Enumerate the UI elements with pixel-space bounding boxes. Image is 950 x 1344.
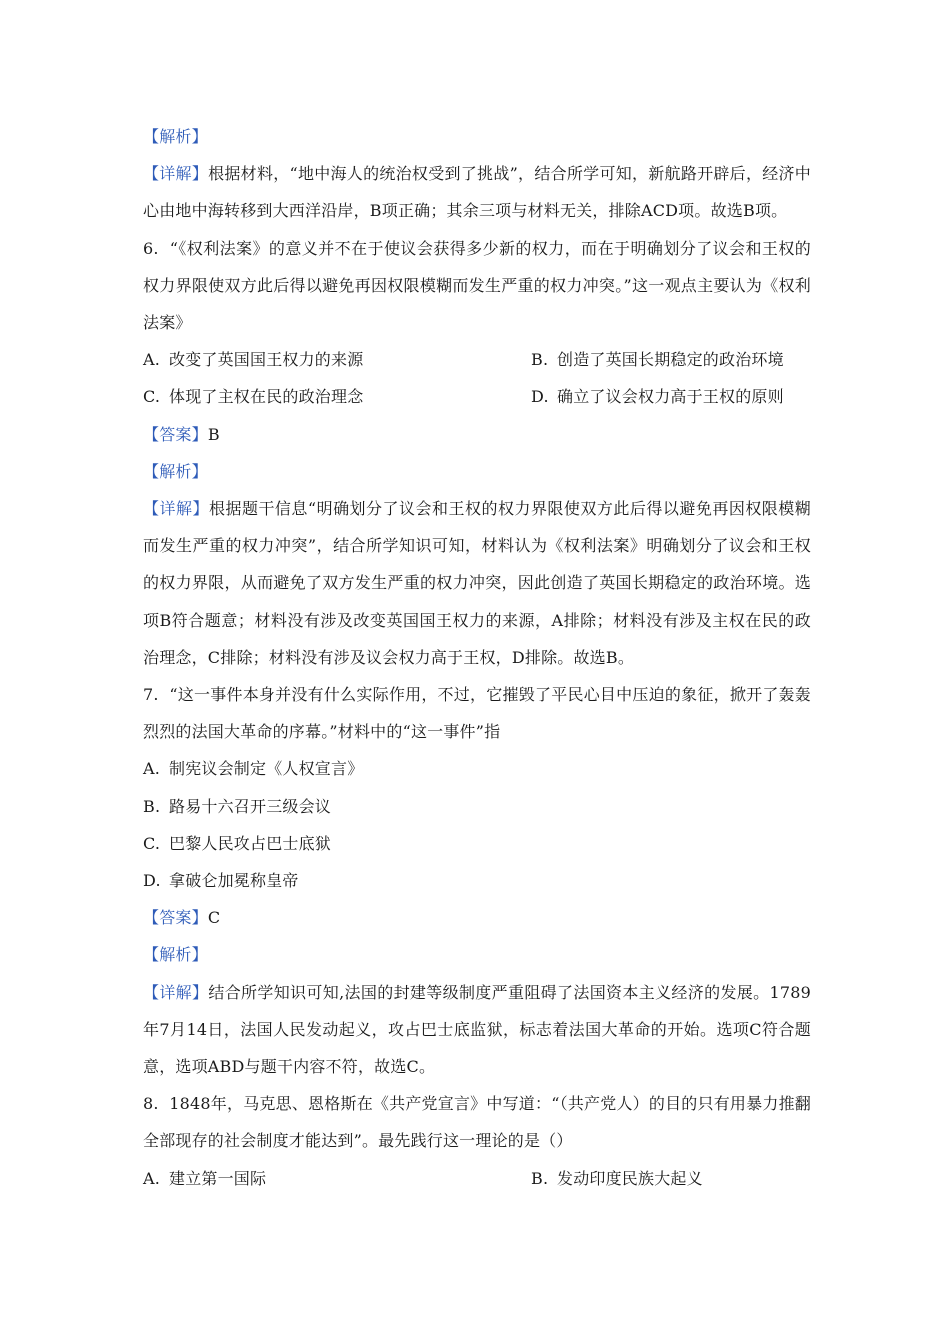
- document-page: [143, 118, 811, 1197]
- q6-answer-tag: 【答案】: [143, 424, 208, 444]
- q6-answer-value: B: [207, 424, 220, 444]
- q8-stem-text: 1848年，马克思、恩格斯在《共产党宣言》中写道：“（共产党人）的目的只有用暴力推翻全部现存的社会制度才能达到”。最先践行这一理论的是（）: [143, 1094, 811, 1151]
- q6-answer: [143, 416, 811, 453]
- q6-analysis-tag: 【解析】: [143, 461, 208, 481]
- q6-detail: [143, 490, 811, 676]
- q6-stem: [143, 230, 811, 342]
- q7-answer: [143, 899, 811, 936]
- q6-number: 6.: [143, 238, 159, 258]
- q6-option-a: A. 改变了英国国王权力的来源: [143, 350, 364, 370]
- q7-option-a: A. 制宪议会制定《人权宣言》: [143, 759, 364, 779]
- q5-detail-tag: 【详解】: [143, 164, 209, 184]
- q6-options-row-2: [143, 378, 811, 415]
- q7-answer-tag: 【答案】: [143, 908, 208, 928]
- q6-option-b: B. 创造了英国长期稳定的政治环境: [531, 350, 784, 370]
- q6-stem-text: “《权利法案》的意义并不在于使议会获得多少新的权力，而在于明确划分了议会和王权的权力界限使双方此后得以避免再因权限模糊而发生严重的权力冲突。”这一观点主要认为《权利法案》: [143, 238, 811, 332]
- q6-detail-tag: 【详解】: [143, 498, 209, 518]
- q6-option-c: C. 体现了主权在民的政治理念: [143, 387, 364, 407]
- q7-option-b: B. 路易十六召开三级会议: [143, 796, 332, 816]
- q7-detail-text: 结合所学知识可知,法国的封建等级制度严重阻碍了法国资本主义经济的发展。1789年7月14日，法国人民发动起义，攻占巴士底监狱，标志着法国大革命的开始。选项C符合题意，选项ABD与题干内容不符，故选C。: [143, 982, 811, 1076]
- q8-option-b: B. 发动印度民族大起义: [531, 1168, 703, 1188]
- q8-stem: [143, 1085, 811, 1159]
- q5-detail-text: 根据材料，“地中海人的统治权受到了挑战”，结合所学可知，新航路开辟后，经济中心由地中海转移到大西洋沿岸，B项正确；其余三项与材料无关，排除ACD项。故选B项。: [143, 164, 811, 221]
- q6-options-row-1: [143, 341, 811, 378]
- q7-analysis-tag: 【解析】: [143, 945, 208, 965]
- q7-answer-value: C: [207, 908, 221, 928]
- q8-options-row-1: [143, 1160, 811, 1197]
- q7-stem-text: “这一事件本身并没有什么实际作用，不过，它摧毁了平民心目中压迫的象征，掀开了轰轰烈烈的法国大革命的序幕。”材料中的“这一事件”指: [143, 684, 811, 742]
- q6-option-d: D. 确立了议会权力高于王权的原则: [531, 387, 784, 407]
- q5-detail: [143, 155, 811, 229]
- q7-detail-tag: 【详解】: [143, 982, 209, 1002]
- q5-analysis-tag: 【解析】: [143, 127, 208, 146]
- q6-detail-text: 根据题干信息“明确划分了议会和王权的权力界限使双方此后得以避免再因权限模糊而发生严重的权力冲突”，结合所学知识可知，材料认为《权利法案》明确划分了议会和王权的权力界限，从而避免了双方发生严重的权力冲突，因此创造了英国长期稳定的政治环境。选项B符合题意；材料没有涉及改变英国国王权力的来源，A排除；材料没有涉及主权在民的政治理念，C排除；材料没有涉及议会权力高于王权，D排除。故选B。: [143, 498, 811, 667]
- q7-option-c: C. 巴黎人民攻占巴士底狱: [143, 833, 332, 853]
- q8-number: 8.: [143, 1094, 159, 1114]
- q8-option-a: A. 建立第一国际: [143, 1168, 267, 1188]
- q7-option-d: D. 拿破仑加冕称皇帝: [143, 870, 299, 890]
- q7-stem: [143, 676, 811, 750]
- q7-detail: [143, 974, 811, 1086]
- q7-number: 7.: [143, 684, 159, 704]
